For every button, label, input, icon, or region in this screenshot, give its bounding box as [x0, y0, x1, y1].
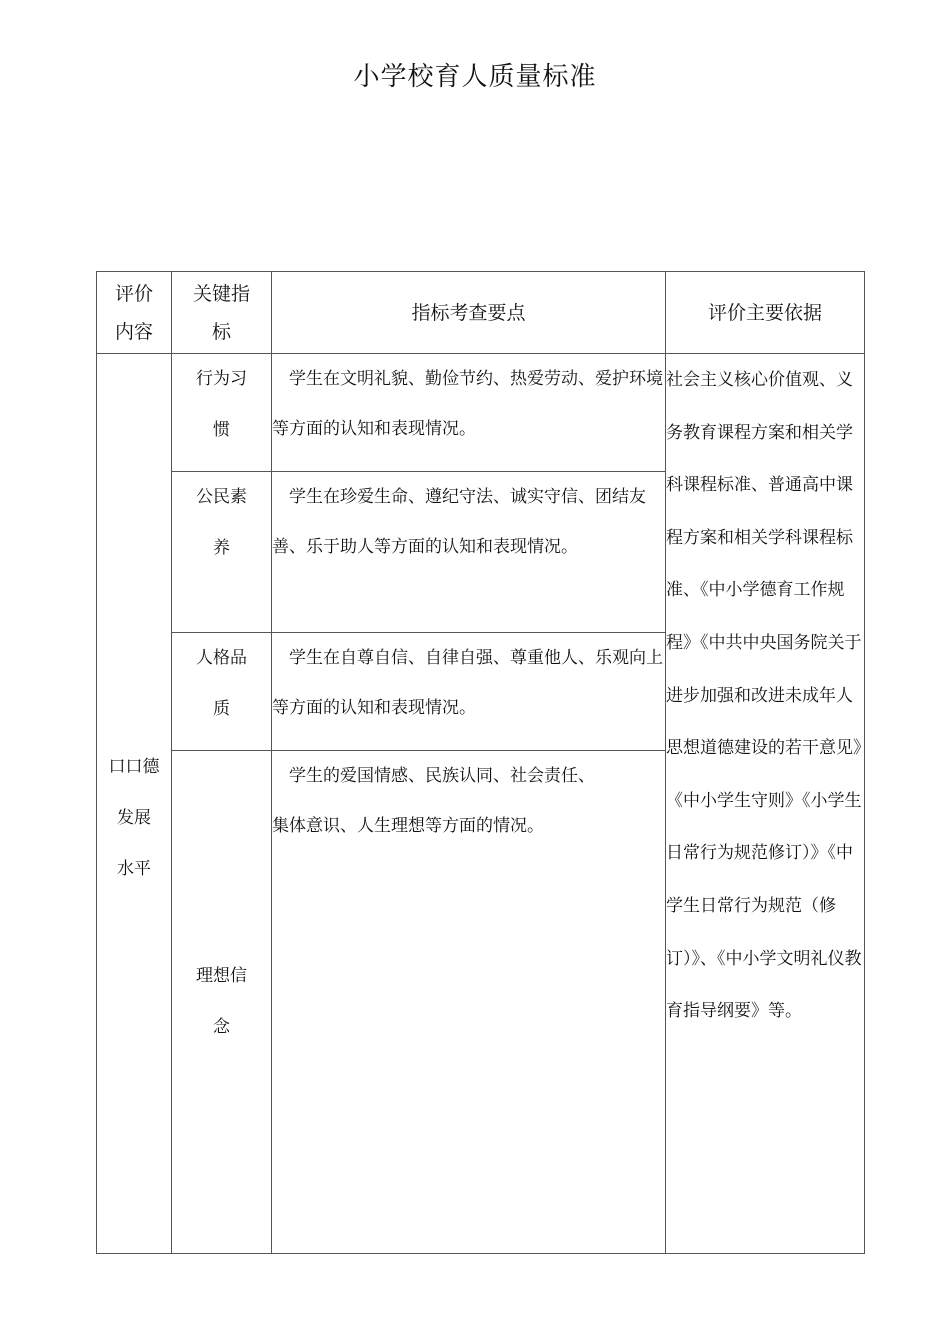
- key-indicator-cell: 公民素 养: [172, 472, 272, 633]
- inspection-point-cell: [272, 633, 666, 751]
- inspection-point-cell: [272, 354, 666, 472]
- inspection-point-text: 学生在自尊自信、自律自强、尊重他人、乐观向上等方面的认知和表现情况。: [272, 648, 663, 718]
- header-row: [97, 272, 865, 354]
- header-key-indicator: 关键指 标: [172, 272, 272, 354]
- inspection-point-text: 学生在文明礼貌、勤俭节约、热爱劳动、爱护环境等方面的认知和表现情况。: [272, 369, 663, 439]
- quality-standard-table: [96, 271, 865, 1254]
- inspection-point-cell: [272, 472, 666, 633]
- header-evaluation-basis: 评价主要依据: [666, 272, 865, 354]
- evaluation-basis-cell: 社会主义核心价值观、义务教育课程方案和相关学科课程标准、普通高中课程方案和相关学科课程标准、《中小学德育工作规程》《中共中央国务院关于进步加强和改进未成年人思想道德建设的若干意见》《中小学生守则》《小学生日常行为规范修订）》《中学生日常行为规范（修订）》、《中小学文明礼仪教育指导纲要》等。: [666, 354, 865, 1254]
- inspection-point-text: 学生的爱国情感、民族认同、社会责任、 集体意识、人生理想等方面的情况。: [272, 766, 595, 836]
- category-cell: [97, 354, 172, 1254]
- key-indicator-cell: 行为习 惯: [172, 354, 272, 472]
- header-inspection-points: 指标考查要点: [272, 272, 666, 354]
- inspection-point-text: 学生在珍爱生命、遵纪守法、诚实守信、团结友善、乐于助人等方面的认知和表现情况。: [272, 487, 646, 557]
- table-row: [97, 354, 865, 472]
- page-title: 小学校育人质量标准: [353, 62, 597, 92]
- key-indicator-cell: 理想信 念: [172, 751, 272, 1254]
- category-label: 口口德 发展 水平: [108, 757, 160, 879]
- inspection-point-cell: [272, 751, 666, 1254]
- header-evaluation-content: 评价 内容: [97, 272, 172, 354]
- key-indicator-cell: 人格品 质: [172, 633, 272, 751]
